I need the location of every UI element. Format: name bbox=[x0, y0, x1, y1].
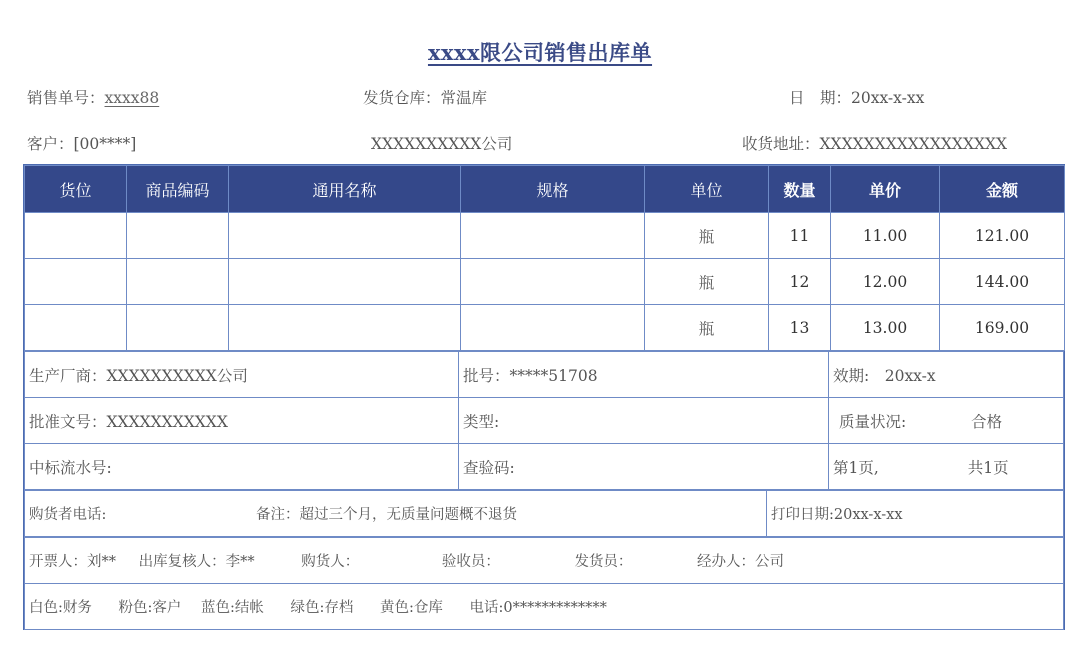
detail-row bbox=[25, 444, 1064, 490]
table-row bbox=[25, 213, 1065, 259]
cell-price: 13.00 bbox=[831, 305, 940, 351]
page-number: 第1页, bbox=[833, 458, 879, 477]
cell-name bbox=[229, 259, 461, 305]
col-qty: 数量 bbox=[769, 166, 831, 213]
goods-table bbox=[24, 165, 1065, 351]
cell-unit: 瓶 bbox=[645, 305, 769, 351]
detail-table bbox=[24, 351, 1064, 490]
total-pages: 共1页 bbox=[967, 458, 1009, 477]
signers-row bbox=[25, 538, 1064, 584]
expiry-date: 效期: 20xx-x bbox=[829, 352, 1064, 398]
order-form bbox=[23, 164, 1065, 630]
table-row bbox=[25, 259, 1065, 305]
shipping-address: 收货地址：XXXXXXXXXXXXXXXXX bbox=[742, 135, 1008, 153]
signer-handler: 经办人：公司 bbox=[697, 554, 785, 570]
remarks-cell bbox=[25, 491, 767, 537]
col-amount: 金额 bbox=[940, 166, 1065, 213]
cell-spec bbox=[461, 259, 645, 305]
cell-amount: 121.00 bbox=[940, 213, 1065, 259]
signer-reviewer: 出库复核人：李** bbox=[138, 554, 255, 570]
footer-row bbox=[25, 491, 1064, 537]
copy-green: 绿色:存档 bbox=[290, 600, 354, 616]
cell-location bbox=[25, 259, 127, 305]
col-code: 商品编码 bbox=[127, 166, 229, 213]
quality-status bbox=[829, 398, 1064, 444]
batch-number: 批号：*****51708 bbox=[459, 352, 829, 398]
signer-issuer: 开票人：刘** bbox=[29, 554, 116, 570]
signature-table bbox=[24, 537, 1064, 630]
copy-distribution bbox=[25, 584, 1064, 630]
col-name: 通用名称 bbox=[229, 166, 461, 213]
cell-amount: 169.00 bbox=[940, 305, 1065, 351]
col-unit: 单位 bbox=[645, 166, 769, 213]
signer-buyer: 购货人： bbox=[301, 554, 360, 570]
cell-price: 12.00 bbox=[831, 259, 940, 305]
col-location: 货位 bbox=[25, 166, 127, 213]
cell-code bbox=[127, 305, 229, 351]
contact-phone: 电话:0************* bbox=[469, 600, 607, 616]
col-price: 单价 bbox=[831, 166, 940, 213]
pagination bbox=[829, 444, 1064, 490]
detail-row bbox=[25, 352, 1064, 398]
cell-unit: 瓶 bbox=[645, 259, 769, 305]
footer-table bbox=[24, 490, 1064, 537]
copies-row bbox=[25, 584, 1064, 630]
quality-value: 合格 bbox=[971, 412, 1003, 431]
quality-label: 质量状况: bbox=[839, 412, 907, 431]
document-title: xxxx限公司销售出库单 bbox=[427, 40, 653, 65]
cell-location bbox=[25, 213, 127, 259]
table-row bbox=[25, 305, 1065, 351]
buyer-phone: 购货者电话: bbox=[29, 507, 107, 523]
cell-location bbox=[25, 305, 127, 351]
cell-qty: 11 bbox=[769, 213, 831, 259]
cell-amount: 144.00 bbox=[940, 259, 1065, 305]
print-date: 打印日期:20xx-x-xx bbox=[767, 491, 1064, 537]
customer: 客户：[00****] bbox=[27, 135, 137, 153]
cell-price: 11.00 bbox=[831, 213, 940, 259]
cell-code bbox=[127, 259, 229, 305]
bid-serial: 中标流水号: bbox=[25, 444, 459, 490]
check-code: 查验码: bbox=[459, 444, 829, 490]
copy-yellow: 黄色:仓库 bbox=[380, 600, 443, 616]
customer-company: XXXXXXXXXX公司 bbox=[371, 135, 513, 153]
signer-shipper: 发货员： bbox=[574, 554, 633, 570]
cell-unit: 瓶 bbox=[645, 213, 769, 259]
order-number-label: 销售单号： bbox=[27, 89, 105, 107]
order-date: 日 期：20xx-x-xx bbox=[789, 89, 925, 107]
cell-name bbox=[229, 213, 461, 259]
remark: 备注：超过三个月，无质量问题概不退货 bbox=[256, 507, 517, 523]
copy-blue: 蓝色:结帐 bbox=[201, 600, 264, 616]
order-number-value: xxxx88 bbox=[104, 89, 160, 107]
cell-spec bbox=[461, 213, 645, 259]
cell-spec bbox=[461, 305, 645, 351]
approval-number: 批准文号：XXXXXXXXXXX bbox=[25, 398, 459, 444]
cell-qty: 13 bbox=[769, 305, 831, 351]
col-spec: 规格 bbox=[461, 166, 645, 213]
copy-white: 白色:财务 bbox=[29, 600, 92, 616]
signer-inspector: 验收员： bbox=[441, 554, 500, 570]
detail-row bbox=[25, 398, 1064, 444]
order-number bbox=[27, 86, 159, 108]
copy-pink: 粉色:客户 bbox=[118, 600, 182, 616]
cell-name bbox=[229, 305, 461, 351]
signers bbox=[25, 538, 1064, 584]
product-type: 类型: bbox=[459, 398, 829, 444]
warehouse: 发货仓库：常温库 bbox=[363, 89, 488, 107]
table-header-row bbox=[25, 166, 1065, 213]
cell-code bbox=[127, 213, 229, 259]
cell-qty: 12 bbox=[769, 259, 831, 305]
manufacturer: 生产厂商：XXXXXXXXXX公司 bbox=[25, 352, 459, 398]
